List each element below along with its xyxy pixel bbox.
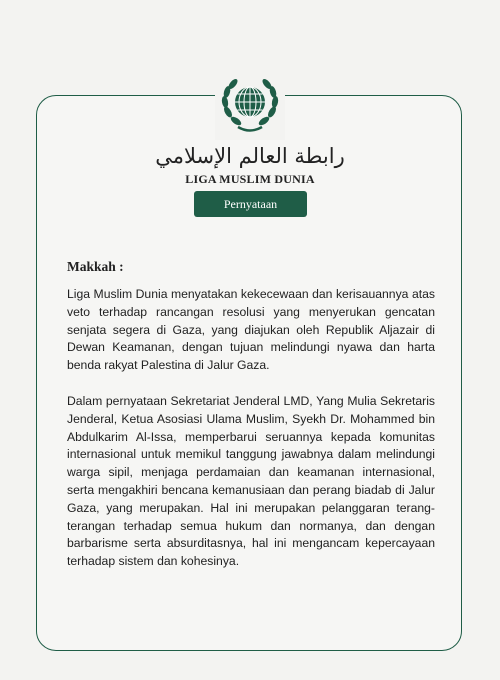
emblem-logo [215,68,285,140]
globe-wreath-icon [218,72,282,136]
statement-paragraph-1: Liga Muslim Dunia menyatakan kekecewaan dan kerisauannya atas veto terhadap rancangan resolusi yang menyerukan gencatan senjata segera di Gaza, yang diajukan oleh Republik Aljazair di Dewan Keamanan, dengan tujuan melindungi nyawa dan harta benda rakyat Palestina di Jalur Gaza. [67,287,435,373]
statement-paragraph-2: Dalam pernyataan Sekretariat Jenderal LMD, Yang Mulia Sekretaris Jenderal, Ketua Asosiasi Ulama Muslim, Syekh Dr. Mohammed bin Abdulkarim Al-Issa, memperbarui seruannya kepada komunitas internasional untuk memikul tanggung jawabnya dalam melindungi warga sipil, menjaga perdamaian dan keamanan internasional, serta mengakhiri bencana kemanusiaan dan perang biadab di Jalur Gaza, yang merupakan. Hal ini merupakan pelanggaran terang-terangan terhadap semua hukum dan normanya, dan dengan barbarisme serta absurditasnya, hal ini mengancam kepercayaan terhadap sistem dan kohesinya. [67,394,435,569]
org-name-arabic: رابطة العالم الإسلامي [155,144,345,168]
org-name: LIGA MUSLIM DUNIA [185,172,315,186]
statement-type-badge: Pernyataan [194,191,307,217]
dateline-location: Makkah : [67,259,124,274]
